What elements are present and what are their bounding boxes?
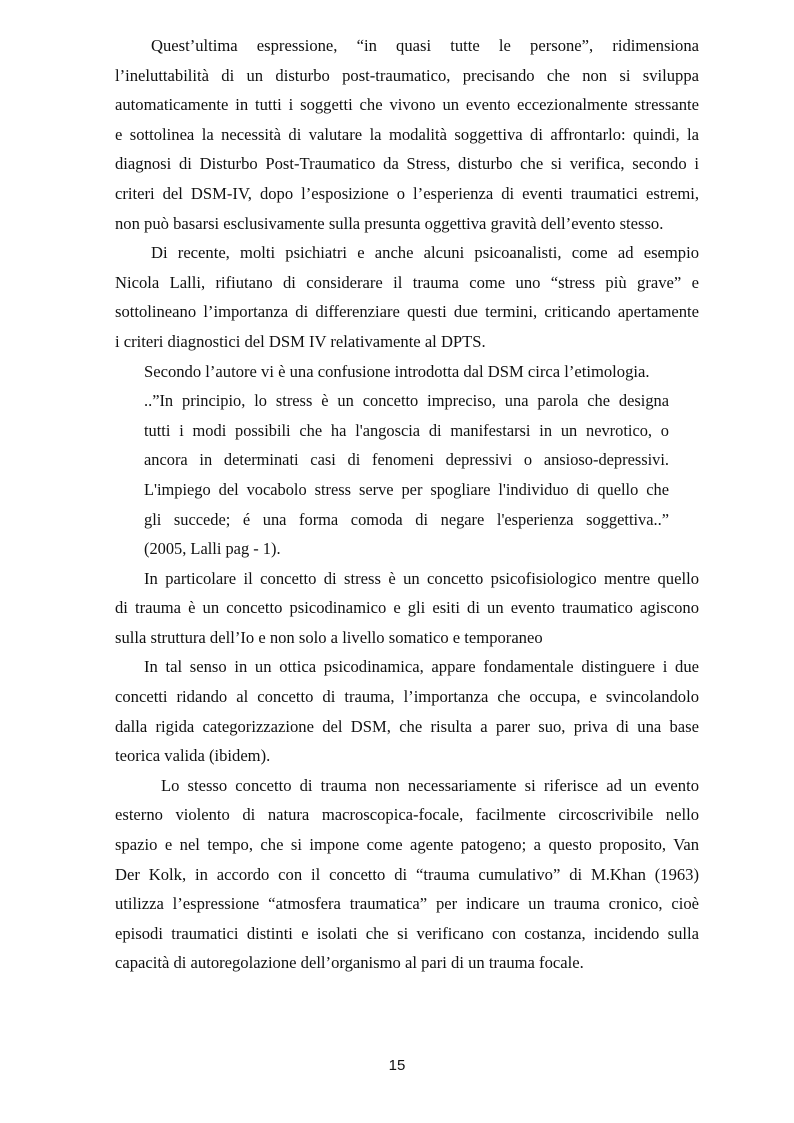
quote-line: gli succede; é una forma comoda di negare l'esperienza soggettiva..” [144, 509, 669, 529]
text-line: concetti ridando al concetto di trauma, l’importanza che occupa, e svincolandolo [115, 687, 699, 707]
text-line: Nicola Lalli, rifiutano di considerare il trauma come uno “stress più grave” e [115, 272, 699, 292]
quote-line: tutti i modi possibili che ha l'angoscia di manifestarsi in un nevrotico, o [144, 420, 669, 440]
text-line: In particolare il concetto di stress è un concetto psicofisiologico mentre quello [144, 568, 699, 588]
document-page [115, 31, 699, 978]
text-line: Quest’ultima espressione, “in quasi tutte le persone”, ridimensiona [151, 36, 699, 55]
text-line: In tal senso in un ottica psicodinamica, appare fondamentale distinguere i due [144, 657, 699, 677]
text-line: di trauma è un concetto psicodinamico e gli esiti di un evento traumatico agiscono [115, 598, 699, 618]
text-line: teorica valida (ibidem). [115, 746, 271, 766]
text-line: diagnosi di Disturbo Post-Traumatico da Stress, disturbo che si verifica, secondo i [115, 154, 699, 174]
text-line: non può basarsi esclusivamente sulla presunta oggettiva gravità dell’evento stesso. [115, 213, 664, 233]
text-line: Secondo l’autore vi è una confusione introdotta dal DSM circa l’etimologia. [144, 361, 650, 381]
text-line: esterno violento di natura macroscopica-focale, facilmente circoscrivibile nello [115, 805, 699, 825]
text-line: i criteri diagnostici del DSM IV relativamente al DPTS. [115, 331, 486, 351]
text-line: capacità di autoregolazione dell’organismo al pari di un trauma focale. [115, 953, 584, 973]
paragraph-7 [115, 771, 699, 978]
text-line: automaticamente in tutti i soggetti che vivono un evento eccezionalmente stressante [115, 95, 699, 115]
quote-line: L'impiego del vocabolo stress serve per spogliare l'individuo di quello che [144, 479, 669, 499]
quote-line: ancora in determinati casi di fenomeni depressivi o ansioso-depressivi. [144, 450, 669, 470]
text-line: episodi traumatici distinti e isolati che si verificano con costanza, incidendo sulla [115, 923, 699, 943]
text-line: Di recente, molti psichiatri e anche alcuni psicoanalisti, come ad esempio [151, 243, 699, 263]
text-line: criteri del DSM-IV, dopo l’esposizione o l’esperienza di eventi traumatici estremi, [115, 183, 699, 203]
quote-line: ..”In principio, lo stress è un concetto impreciso, una parola che designa [144, 391, 669, 411]
paragraph-6 [115, 652, 699, 770]
text-line: utilizza l’espressione “atmosfera traumatica” per indicare un trauma cronico, cioè [115, 894, 699, 914]
paragraph-5 [115, 564, 699, 653]
block-quote [115, 386, 669, 564]
text-line: sottolineano l’importanza di differenziare questi due termini, criticando apertamente [115, 302, 699, 322]
text-line: e sottolinea la necessità di valutare la modalità soggettiva di affrontarlo: quindi, la [115, 124, 699, 144]
paragraph-3 [115, 357, 699, 387]
page-number: 15 [388, 1057, 406, 1074]
paragraph-2 [115, 238, 699, 356]
text-line: Lo stesso concetto di trauma non necessariamente si riferisce ad un evento [161, 775, 699, 795]
text-line: dalla rigida categorizzazione del DSM, che risulta a parer suo, priva di una base [115, 716, 699, 736]
text-line: sulla struttura dell’Io e non solo a livello somatico e temporaneo [115, 627, 543, 647]
text-line: Der Kolk, in accordo con il concetto di “trauma cumulativo” di M.Khan (1963) [115, 864, 699, 884]
text-line: l’ineluttabilità di un disturbo post-traumatico, precisando che non si sviluppa [115, 65, 699, 85]
quote-citation: (2005, Lalli pag - 1). [144, 539, 281, 559]
paragraph-1 [115, 31, 699, 238]
text-line: spazio e nel tempo, che si impone come agente patogeno; a questo proposito, Van [115, 835, 699, 855]
